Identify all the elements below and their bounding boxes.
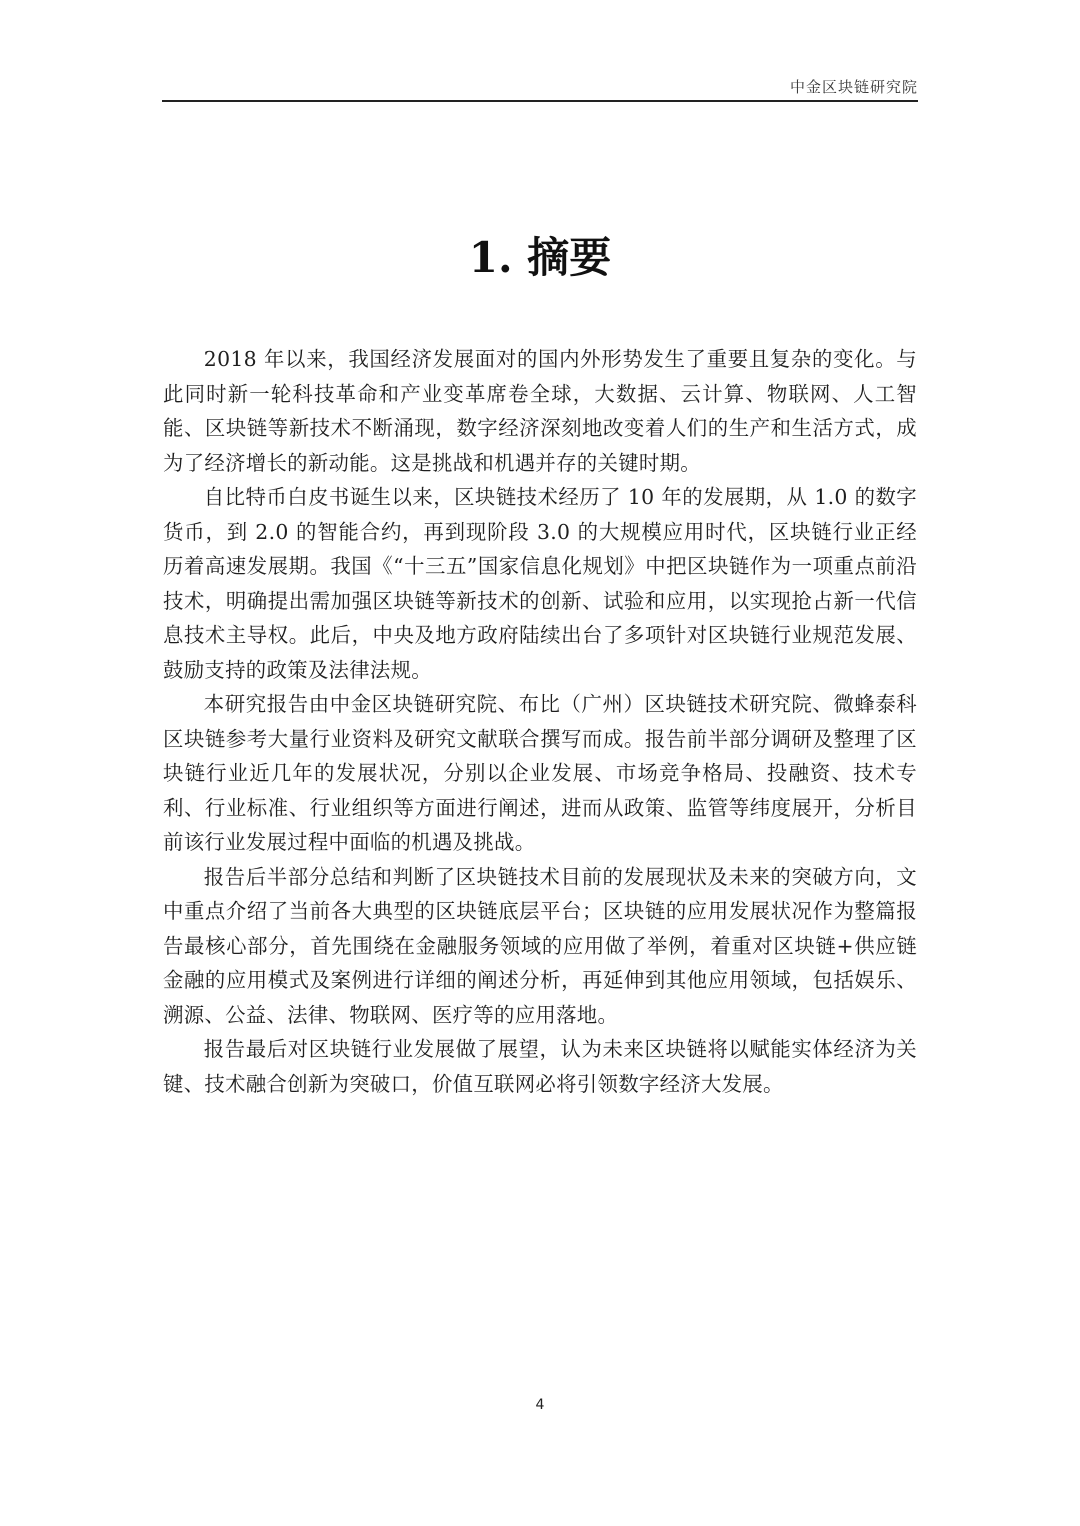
abstract-paragraph-3: 本研究报告由中金区块链研究院、布比（广州）区块链技术研究院、微蜂泰科区块链参考大量行业资料及研究文献联合撰写而成。报告前半部分调研及整理了区块链行业近几年的发展状况，分别以企业发展、市场竞争格局、投融资、技术专利、行业标准、行业组织等方面进行阐述，进而从政策、监管等纬度展开，分析目前该行业发展过程中面临的机遇及挑战。 [163,692,917,854]
section-title: 1. 摘要 [468,233,612,282]
abstract-paragraph-4: 报告后半部分总结和判断了区块链技术目前的发展现状及未来的突破方向，文中重点介绍了当前各大典型的区块链底层平台；区块链的应用发展状况作为整篇报告最核心部分，首先围绕在金融服务领域的应用做了举例，着重对区块链+供应链金融的应用模式及案例进行详细的阐述分析，再延伸到其他应用领域，包括娱乐、溯源、公益、法律、物联网、医疗等的应用落地。 [163,864,917,1027]
abstract-paragraph-5: 报告最后对区块链行业发展做了展望，认为未来区块链将以赋能实体经济为关键、技术融合创新为突破口，价值互联网必将引领数字经济大发展。 [163,1037,917,1096]
abstract-body [163,342,917,1101]
abstract-paragraph-1: 2018 年以来，我国经济发展面对的国内外形势发生了重要且复杂的变化。与此同时新一轮科技革命和产业变革席卷全球，大数据、云计算、物联网、人工智能、区块链等新技术不断涌现，数字经济深刻地改变着人们的生产和生活方式，成为了经济增长的新动能。这是挑战和机遇并存的关键时期。 [163,347,917,475]
header-divider [162,100,918,102]
abstract-paragraph-2: 自比特币白皮书诞生以来，区块链技术经历了 10 年的发展期，从 1.0 的数字货币，到 2.0 的智能合约，再到现阶段 3.0 的大规模应用时代，区块链行业正经历着高速发展期。我国《“十三五”国家信息化规划》中把区块链作为一项重点前沿技术，明确提出需加强区块链等新技术的创新、试验和应用，以实现抢占新一代信息技术主导权。此后，中央及地方政府陆续出台了多项针对区块链行业规范发展、鼓励支持的政策及法律法规。 [163,485,917,682]
running-header-title: 中金区块链研究院 [789,78,918,96]
page-number: 4 [535,1397,545,1413]
